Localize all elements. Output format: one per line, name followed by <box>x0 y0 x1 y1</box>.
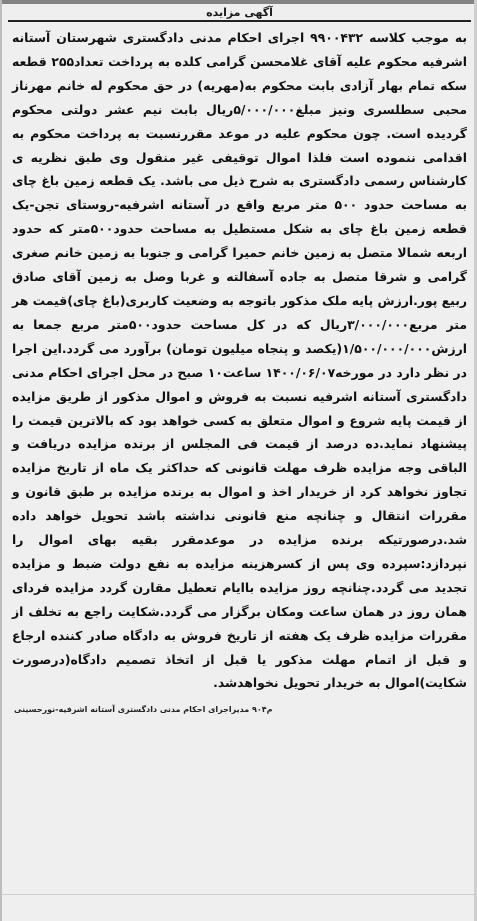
top-edge-strip <box>2 0 477 4</box>
notice-footer: م۹۰۴ مدیراجرای احکام مدنی دادگستری آستانه اشرفیه-نورحسینی <box>14 705 273 715</box>
bottom-divider <box>2 894 477 895</box>
notice-title: آگهی مزایده <box>8 4 471 22</box>
notice-body: به موجب کلاسه ۹۹۰۰۴۳۲ اجرای احکام مدنی دادگستری شهرستان آستانه اشرفیه محکوم علیه آقای غلامحسن گرامی کلده به پرداخت تعداد۲۵۵ قطعه سکه تمام بهار آزادی بابت محکوم به(مهریه) در حق محکوم له خانم مهرناز محبی سطلسری ونیز مبلغ۵/۰۰۰/۰۰۰ریال بابت نیم عشر دولتی محکوم گردیده است. چون محکوم علیه در موعد مقررنسبت به پرداخت محکوم به اقدامی ننموده است فلذا اموال توقیفی غیر منقول وی طبق نظریه ی کارشناس رسمی دادگستری به شرح ذیل می باشد. یک قطعه زمین باغ چای به مساحت حدود ۵۰۰ متر مربع واقع در آستانه اشرفیه-روستای تجن-یک قطعه زمین باغ چای به شکل مستطیل به مساحت حدود۵۰۰متر که حدود اربعه شمالا متصل به زمین خانم حمیرا گرامی و جنوبا به زمین خانم صغری گرامی و شرقا متصل به جاده آسفالته و غربا وصل به زمین آقای صادق ربیع پور.ارزش پایه ملک مذکور باتوجه به وضعیت کاربری(باغ چای)قیمت هر متر مربع۳/۰۰۰/۰۰۰ریال که در کل مساحت حدود۵۰۰متر مربع جمعا به ارزش۱/۵۰۰/۰۰۰/۰۰۰(یکصد و پنجاه میلیون تومان) برآورد می گردد.این اجرا در نظر دارد در مورخه۱۴۰۰/۰۶/۰۷ ساعت۱۰ صبح در محل اجرای احکام مدنی دادگستری آستانه اشرفیه نسبت به فروش و اموال مذکور از طریق مزایده از قیمت پایه شروع و اموال متعلق به کسی خواهد بود که بالاترین قیمت را پیشنهاد نماید.ده درصد از قیمت فی المجلس از برنده مزایده دریافت و الباقی وجه مزایده ظرف مهلت قانونی که حداکثر یک ماه از تاریخ مزایده تجاوز نخواهد کرد از خریدار اخذ و اموال به برنده مزایده بر طبق قانون و مقررات انتقال و چنانچه منع قانونی نداشته باشد تحویل خواهد داده شد.درصورتیکه برنده مزایده در موعدمقرر بقیه بهای اموال را نپردازد:سپرده وی پس از کسرهزینه مزایده به نفع دولت ضبط و مزایده تجدید می گردد.چنانچه روز مزایده باایام تعطیل مقارن گردد مزایده فردای همان روز در همان ساعت ومکان برگزار می گردد.شکایت راجع به تخلف از مقررات مزایده ظرف یک هفته از تاریخ فروش به دادگاه صادر کننده ارجاع و قبل از اتمام مهلت مذکور یا قبل از اتخاذ تصمیم دادگاه(درصورت شکایت)اموال به خریدار تحویل نخواهدشد. <box>12 30 468 691</box>
